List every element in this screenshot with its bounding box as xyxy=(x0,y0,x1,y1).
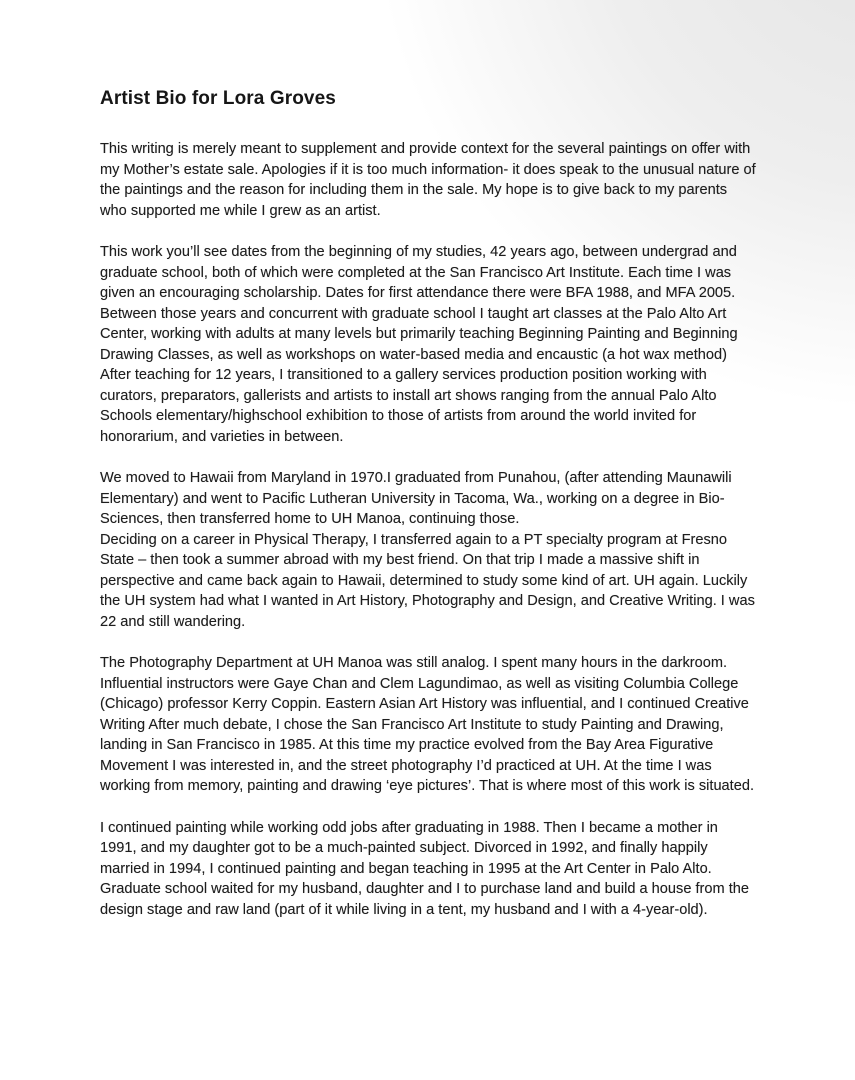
paragraph-family: I continued painting while working odd jobs after graduating in 1988. Then I became a mother in 1991, and my daughter got to be a much-painted subject. Divorced in 1992, and finally happily married in 1994, I continued painting and began teaching in 1995 at the Art Center in Palo Alto. Graduate school waited for my husband, daughter and I to purchase land and build a house from the design stage and raw land (part of it while living in a tent, my husband and I with a 4-year-old). xyxy=(100,819,750,918)
document-body xyxy=(100,88,756,941)
paragraph-photography: The Photography Department at UH Manoa was still analog. I spent many hours in the darkroom. Influential instructors were Gaye Chan and Clem Lagundimao, as well as visiting Columbia College (Chicago) professor Kerry Coppin. Eastern Asian Art History was influential, and I continued Creative Writing After much debate, I chose the San Francisco Art Institute to study Painting and Drawing, landing in San Francisco in 1985. At this time my practice evolved from the Bay Area Figurative Movement I was interested in, and the street photography I’d practiced at UH. At the time I was working from memory, painting and drawing ‘eye pictures’. That is where most of this work is situated. xyxy=(100,655,755,794)
paragraph-hawaii: We moved to Hawaii from Maryland in 1970.I graduated from Punahou, (after attending Maunawili Elementary) and went to Pacific Lutheran University in Tacoma, Wa., working on a degree in Bio-Sciences, then transferred home to UH Manoa, continuing those. Deciding on a career in Physical Therapy, I transferred again to a PT specialty program at Fresno State – then took a summer abroad with my best friend. On that trip I made a massive shift in perspective and came back again to Hawaii, determined to study some kind of art. UH again. Luckily the UH system had what I wanted in Art History, Photography and Design, and Creative Writing. I was 22 and still wandering. xyxy=(100,470,755,630)
paragraph-studies: This work you’ll see dates from the beginning of my studies, 42 years ago, between undergrad and graduate school, both of which were completed at the San Francisco Art Institute. Each time I was given an encouraging scholarship. Dates for first attendance there were BFA 1988, and MFA 2005. Between those years and concurrent with graduate school I taught art classes at the Palo Alto Art Center, working with adults at many levels but primarily teaching Beginning Painting and Beginning Drawing Classes, as well as workshops on water-based media and encaustic (a hot wax method) After teaching for 12 years, I transitioned to a gallery services production position working with curators, preparators, gallerists and artists to install art shows ranging from the annual Palo Alto Schools elementary/highschool exhibition to those of artists from around the world invited for honorarium, and varieties in between. xyxy=(100,244,738,445)
paragraph-intro: This writing is merely meant to supplement and provide context for the several paintings on offer with my Mother’s estate sale. Apologies if it is too much information- it does speak to the unusual nature of the paintings and the reason for including them in the sale. My hope is to give back to my parents who supported me while I grew as an artist. xyxy=(100,141,756,219)
page-title: Artist Bio for Lora Groves xyxy=(100,88,336,109)
